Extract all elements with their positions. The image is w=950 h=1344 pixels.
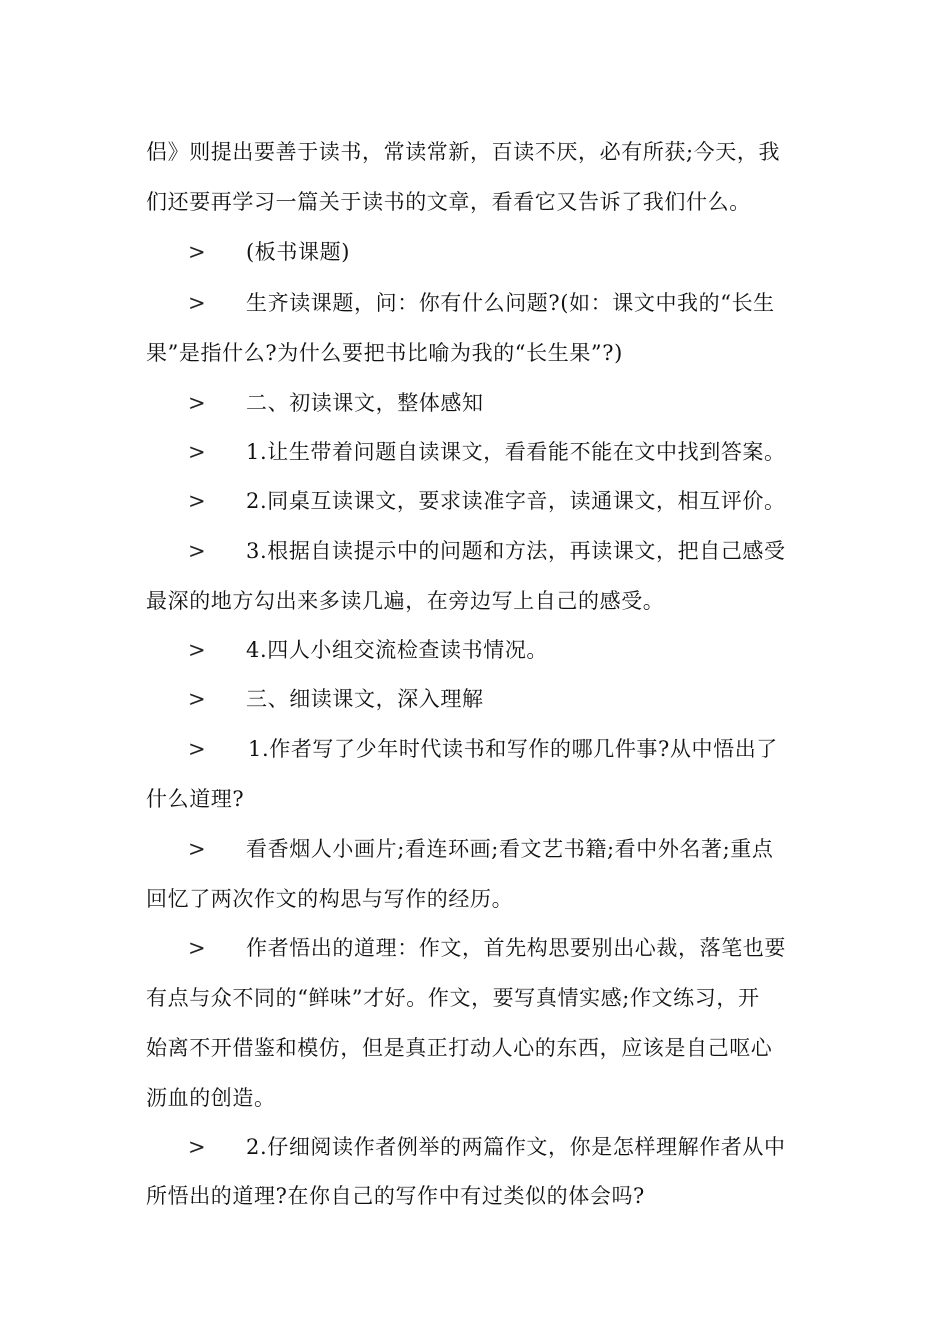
- text-line: 所悟出的道理?在你自己的写作中有过类似的体会吗?: [146, 1184, 645, 1208]
- bullet-arrow-icon: >: [188, 489, 206, 513]
- paragraph-first-line: 作者悟出的道理：作文，首先构思要别出心裁，落笔也要: [246, 936, 786, 960]
- text-line: 沥血的创造。: [146, 1086, 276, 1110]
- paragraph-first-line: (板书课题): [246, 240, 350, 264]
- section-heading: 三、细读课文，深入理解: [246, 687, 484, 711]
- bullet-arrow-icon: >: [188, 240, 206, 264]
- paragraph-first-line: 2.仔细阅读作者例举的两篇作文，你是怎样理解作者从中: [246, 1135, 786, 1159]
- paragraph-first-line: 1.作者写了少年时代读书和写作的哪几件事?从中悟出了: [248, 737, 778, 761]
- bullet-arrow-icon: >: [188, 687, 206, 711]
- text-line: 侣》则提出要善于读书，常读常新，百读不厌，必有所获;今天，我: [146, 140, 781, 164]
- paragraph-first-line: 看香烟人小画片;看连环画;看文艺书籍;看中外名著;重点: [246, 837, 774, 861]
- bullet-arrow-icon: >: [188, 737, 206, 761]
- section-heading: 二、初读课文，整体感知: [246, 391, 484, 415]
- bullet-arrow-icon: >: [188, 936, 206, 960]
- text-line: 什么道理?: [146, 787, 245, 811]
- text-line: 始离不开借鉴和模仿，但是真正打动人心的东西，应该是自己呕心: [146, 1036, 773, 1060]
- text-line: 果”是指什么?为什么要把书比喻为我的“长生果”?): [146, 341, 623, 365]
- paragraph-first-line: 3.根据自读提示中的问题和方法，再读课文，把自己感受: [246, 539, 786, 563]
- bullet-arrow-icon: >: [188, 837, 206, 861]
- paragraph-first-line: 1.让生带着问题自读课文，看看能不能在文中找到答案。: [246, 440, 786, 464]
- bullet-arrow-icon: >: [188, 638, 206, 662]
- text-line: 最深的地方勾出来多读几遍，在旁边写上自己的感受。: [146, 589, 665, 613]
- bullet-arrow-icon: >: [188, 291, 206, 315]
- paragraph-first-line: 2.同桌互读课文，要求读准字音，读通课文，相互评价。: [246, 489, 786, 513]
- bullet-arrow-icon: >: [188, 391, 206, 415]
- bullet-arrow-icon: >: [188, 1135, 206, 1159]
- bullet-arrow-icon: >: [188, 539, 206, 563]
- paragraph-first-line: 4.四人小组交流检查读书情况。: [246, 638, 549, 662]
- text-line: 有点与众不同的“鲜味”才好。作文，要写真情实感;作文练习，开: [146, 986, 760, 1010]
- text-line: 回忆了两次作文的构思与写作的经历。: [146, 887, 514, 911]
- paragraph-first-line: 生齐读课题，问：你有什么问题?(如：课文中我的“长生: [246, 291, 775, 315]
- text-line: 们还要再学习一篇关于读书的文章，看看它又告诉了我们什么。: [146, 190, 751, 214]
- bullet-arrow-icon: >: [188, 440, 206, 464]
